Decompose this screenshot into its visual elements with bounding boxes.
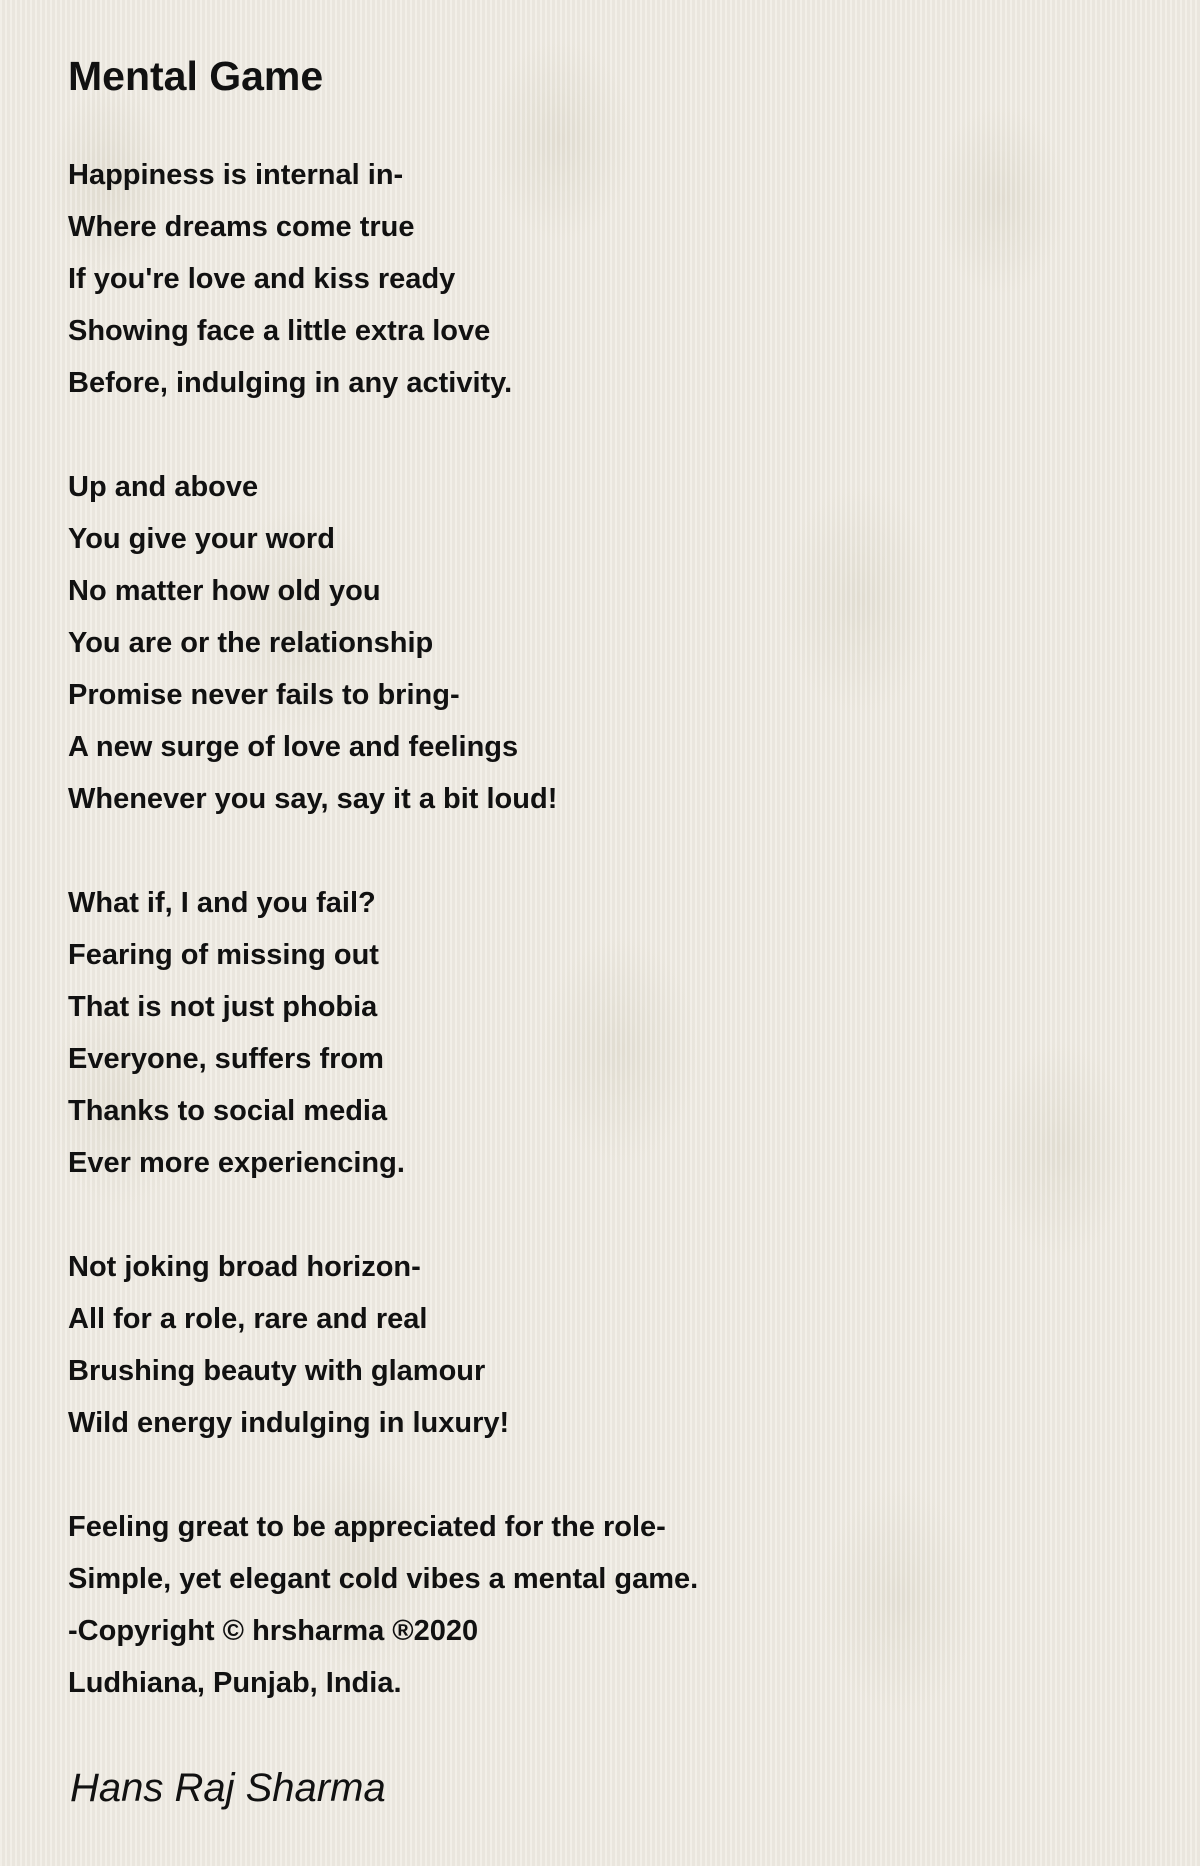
- stanza: [68, 461, 1148, 825]
- poem-line: Not joking broad horizon-: [68, 1251, 421, 1283]
- poem-line: Up and above: [68, 471, 259, 503]
- stanza: [68, 149, 1148, 409]
- poem-line: If you're love and kiss ready: [68, 263, 456, 295]
- poem-line: Everyone, suffers from: [68, 1043, 384, 1075]
- poem-line: Happiness is internal in-: [68, 159, 404, 191]
- poem-line: Promise never fails to bring-: [68, 679, 460, 711]
- poem-line: Simple, yet elegant cold vibes a mental game.: [68, 1563, 699, 1595]
- location-line: Ludhiana, Punjab, India.: [68, 1667, 402, 1699]
- poem-line: A new surge of love and feelings: [68, 731, 519, 763]
- poem-line: That is not just phobia: [68, 991, 378, 1023]
- poem-line: Fearing of missing out: [68, 939, 379, 971]
- poem-line: Wild energy indulging in luxury!: [68, 1407, 510, 1439]
- poem-line: Feeling great to be appreciated for the role-: [68, 1511, 666, 1543]
- poem-title: Mental Game: [68, 53, 324, 99]
- stanza: [68, 1241, 1148, 1449]
- poem-line: No matter how old you: [68, 575, 381, 607]
- poem-line: All for a role, rare and real: [68, 1303, 428, 1335]
- poem-line: Brushing beauty with glamour: [68, 1355, 486, 1387]
- poem-line: What if, I and you fail?: [68, 887, 376, 919]
- poem-body: [68, 149, 1148, 1761]
- poem-line: Showing face a little extra love: [68, 315, 491, 347]
- poem-line: You are or the relationship: [68, 627, 434, 659]
- poem-line: Where dreams come true: [68, 211, 415, 243]
- poem-line: You give your word: [68, 523, 335, 555]
- stanza: [68, 1501, 1148, 1709]
- copyright-line: -Copyright © hrsharma ®2020: [68, 1615, 479, 1647]
- poem-line: Ever more experiencing.: [68, 1147, 405, 1179]
- stanza: [68, 877, 1148, 1189]
- poem-line: Whenever you say, say it a bit loud!: [68, 783, 558, 815]
- poem-line: Thanks to social media: [68, 1095, 388, 1127]
- poem-author: Hans Raj Sharma: [70, 1766, 386, 1810]
- poem-line: Before, indulging in any activity.: [68, 367, 513, 399]
